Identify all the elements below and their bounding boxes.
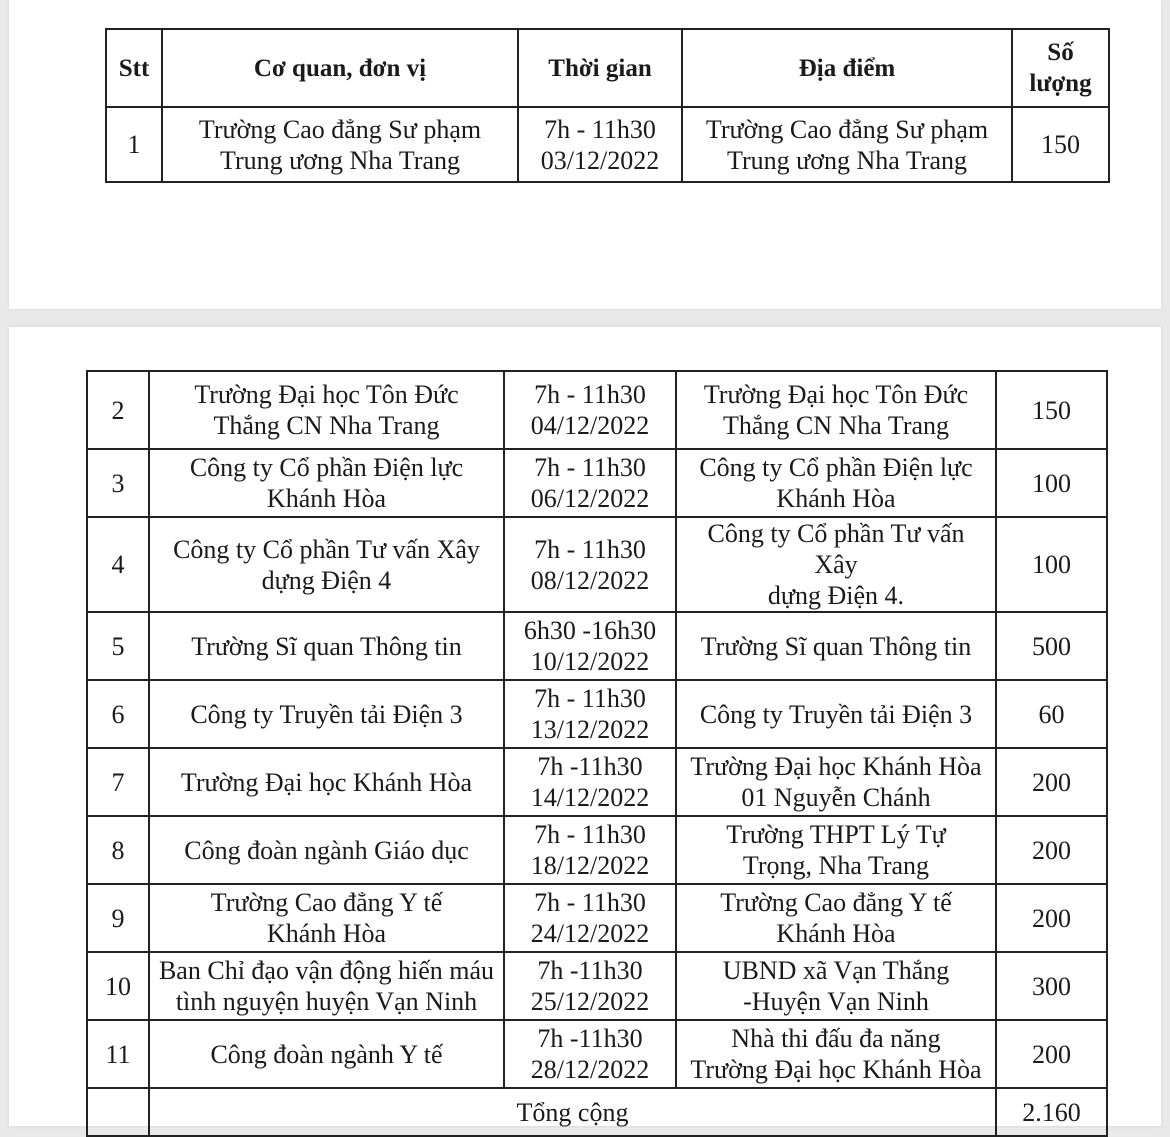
table-row bbox=[87, 884, 1107, 952]
header-qty-line1: Số bbox=[1047, 39, 1074, 66]
row-stt: 3 bbox=[87, 449, 149, 517]
row-quantity: 200 bbox=[996, 1020, 1107, 1088]
place-line: Trường THPT Lý Tự bbox=[726, 820, 946, 849]
row-quantity: 500 bbox=[996, 612, 1107, 680]
header-time: Thời gian bbox=[518, 29, 682, 107]
org-line: Công ty Truyền tải Điện 3 bbox=[190, 699, 463, 729]
place-line: Trường Đại học Khánh Hòa bbox=[690, 1055, 982, 1084]
place-line: Khánh Hòa bbox=[776, 919, 896, 948]
document-page-1 bbox=[9, 0, 1161, 309]
header-qty-line2: lượng bbox=[1029, 70, 1092, 97]
row-organization bbox=[149, 449, 504, 517]
header-stt: Stt bbox=[106, 29, 162, 107]
row-time bbox=[504, 517, 676, 612]
place-line: 01 Nguyễn Chánh bbox=[741, 783, 931, 812]
row-stt: 9 bbox=[87, 884, 149, 952]
time-range: 7h -11h30 bbox=[537, 752, 643, 781]
row-time bbox=[518, 107, 682, 182]
table-row bbox=[106, 107, 1109, 182]
time-range: 7h - 11h30 bbox=[534, 534, 646, 564]
row-quantity: 150 bbox=[996, 371, 1107, 449]
row-stt: 1 bbox=[106, 107, 162, 182]
place-line: Trường Cao đẳng Sư phạm bbox=[705, 114, 989, 144]
place-line: Trọng, Nha Trang bbox=[742, 851, 930, 880]
row-place bbox=[682, 107, 1012, 182]
time-range: 7h - 11h30 bbox=[534, 684, 646, 713]
row-time bbox=[504, 1020, 676, 1088]
row-organization bbox=[162, 107, 518, 182]
header-place: Địa điểm bbox=[682, 29, 1012, 107]
table-row bbox=[87, 449, 1107, 517]
org-line: Trường Cao đẳng Sư phạm bbox=[198, 114, 482, 144]
org-line: Công đoàn ngành Giáo dục bbox=[184, 835, 469, 865]
place-line: Trường Cao đẳng Y tế bbox=[720, 888, 952, 917]
row-quantity: 150 bbox=[1012, 107, 1109, 182]
row-stt: 8 bbox=[87, 816, 149, 884]
org-line: tình nguyện huyện Vạn Ninh bbox=[175, 987, 478, 1016]
place-line: Thắng CN Nha Trang bbox=[722, 411, 950, 440]
row-organization bbox=[149, 748, 504, 816]
date: 25/12/2022 bbox=[530, 987, 650, 1016]
time-range: 7h - 11h30 bbox=[534, 453, 646, 482]
schedule-table-header-part bbox=[105, 28, 1110, 183]
place-line: Khánh Hòa bbox=[776, 484, 896, 513]
total-value: 2.160 bbox=[996, 1088, 1107, 1136]
org-line: Khánh Hòa bbox=[266, 484, 387, 513]
date: 08/12/2022 bbox=[530, 565, 650, 595]
org-line: Trường Đại học Tôn Đức bbox=[194, 380, 459, 409]
time-range: 7h -11h30 bbox=[537, 956, 643, 985]
date: 14/12/2022 bbox=[530, 783, 650, 812]
org-line: Ban Chỉ đạo vận động hiến máu bbox=[158, 956, 495, 985]
date: 10/12/2022 bbox=[530, 647, 650, 676]
row-organization bbox=[149, 517, 504, 612]
row-time bbox=[504, 449, 676, 517]
row-organization bbox=[149, 680, 504, 748]
row-organization bbox=[149, 1020, 504, 1088]
time-range: 7h - 11h30 bbox=[534, 888, 646, 917]
row-quantity: 100 bbox=[996, 449, 1107, 517]
row-stt: 6 bbox=[87, 680, 149, 748]
row-quantity: 300 bbox=[996, 952, 1107, 1020]
table-row bbox=[87, 952, 1107, 1020]
row-place bbox=[676, 680, 996, 748]
table-row bbox=[87, 371, 1107, 449]
table-row bbox=[87, 612, 1107, 680]
org-line: Trường Đại học Khánh Hòa bbox=[180, 767, 473, 797]
row-time bbox=[504, 371, 676, 449]
place-line: Công ty Cổ phần Điện lực bbox=[699, 453, 973, 482]
date: 04/12/2022 bbox=[530, 411, 650, 440]
table-header-row bbox=[106, 29, 1109, 107]
table-row bbox=[87, 816, 1107, 884]
org-line: dựng Điện 4 bbox=[261, 565, 392, 595]
org-line: Trường Cao đẳng Y tế bbox=[210, 888, 443, 917]
row-organization bbox=[149, 816, 504, 884]
time-range: 7h - 11h30 bbox=[534, 820, 646, 849]
time-range: 7h -11h30 bbox=[537, 1024, 643, 1053]
row-time bbox=[504, 952, 676, 1020]
org-line: Công ty Cổ phần Điện lực bbox=[189, 453, 464, 482]
row-time bbox=[504, 816, 676, 884]
date: 24/12/2022 bbox=[530, 919, 650, 948]
org-line: Khánh Hòa bbox=[266, 919, 387, 948]
header-org: Cơ quan, đơn vị bbox=[162, 29, 518, 107]
place-line: Trường Đại học Khánh Hòa bbox=[690, 752, 982, 781]
org-line: Trường Sĩ quan Thông tin bbox=[191, 631, 462, 661]
date: 28/12/2022 bbox=[530, 1055, 650, 1084]
row-stt: 2 bbox=[87, 371, 149, 449]
row-stt: 5 bbox=[87, 612, 149, 680]
total-row bbox=[87, 1088, 1107, 1136]
row-place bbox=[676, 449, 996, 517]
row-quantity: 100 bbox=[996, 517, 1107, 612]
place-line: Trường Sĩ quan Thông tin bbox=[700, 631, 972, 661]
time-range: 6h30 -16h30 bbox=[523, 616, 657, 645]
row-stt: 10 bbox=[87, 952, 149, 1020]
row-quantity: 200 bbox=[996, 748, 1107, 816]
place-line: Trung ương Nha Trang bbox=[727, 145, 967, 175]
row-place bbox=[676, 371, 996, 449]
table-row bbox=[87, 748, 1107, 816]
row-place bbox=[676, 748, 996, 816]
row-quantity: 200 bbox=[996, 884, 1107, 952]
row-organization bbox=[149, 371, 504, 449]
row-time bbox=[504, 884, 676, 952]
time-range: 7h - 11h30 bbox=[544, 114, 656, 144]
date: 06/12/2022 bbox=[530, 484, 650, 513]
place-line: Trường Đại học Tôn Đức bbox=[703, 380, 969, 409]
org-line: Trung ương Nha Trang bbox=[220, 145, 460, 175]
row-place bbox=[676, 517, 996, 612]
place-line: -Huyện Vạn Ninh bbox=[743, 987, 929, 1016]
row-organization bbox=[149, 952, 504, 1020]
document-page-2 bbox=[9, 327, 1161, 1126]
row-place bbox=[676, 884, 996, 952]
row-place bbox=[676, 612, 996, 680]
org-line: Công ty Cổ phần Tư vấn Xây bbox=[173, 534, 480, 564]
row-quantity: 60 bbox=[996, 680, 1107, 748]
schedule-table-continued bbox=[86, 370, 1108, 1137]
table-row bbox=[87, 1020, 1107, 1088]
row-place bbox=[676, 816, 996, 884]
total-stt-cell bbox=[87, 1088, 149, 1136]
place-line: Công ty Truyền tải Điện 3 bbox=[699, 699, 973, 729]
place-line: Nhà thi đấu đa năng bbox=[731, 1024, 941, 1053]
row-place bbox=[676, 952, 996, 1020]
row-organization bbox=[149, 612, 504, 680]
date: 03/12/2022 bbox=[540, 145, 660, 175]
org-line: Thắng CN Nha Trang bbox=[213, 411, 440, 440]
date: 18/12/2022 bbox=[530, 851, 650, 880]
row-organization bbox=[149, 884, 504, 952]
table-row bbox=[87, 517, 1107, 612]
row-stt: 7 bbox=[87, 748, 149, 816]
row-time bbox=[504, 748, 676, 816]
org-line: Công đoàn ngành Y tế bbox=[210, 1039, 443, 1069]
place-line: UBND xã Vạn Thắng bbox=[722, 956, 950, 985]
row-stt: 11 bbox=[87, 1020, 149, 1088]
place-line: dựng Điện 4. bbox=[767, 581, 905, 610]
date: 13/12/2022 bbox=[530, 715, 650, 744]
table-row bbox=[87, 680, 1107, 748]
place-line: Công ty Cổ phần Tư vấn Xây bbox=[707, 519, 965, 579]
row-time bbox=[504, 680, 676, 748]
row-place bbox=[676, 1020, 996, 1088]
row-time bbox=[504, 612, 676, 680]
total-label: Tổng cộng bbox=[149, 1088, 996, 1136]
row-stt: 4 bbox=[87, 517, 149, 612]
row-quantity: 200 bbox=[996, 816, 1107, 884]
time-range: 7h - 11h30 bbox=[534, 380, 646, 409]
header-qty bbox=[1012, 29, 1109, 107]
